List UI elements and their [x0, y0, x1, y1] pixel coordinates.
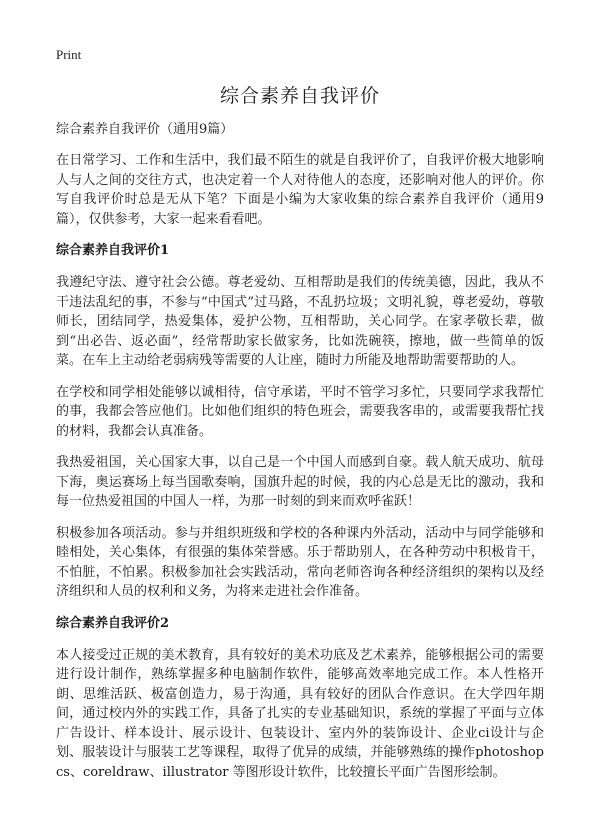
- section-heading: 综合素养自我评价2: [56, 615, 170, 631]
- intro-paragraph: 在日常学习、工作和生活中，我们最不陌生的就是自我评价了，自我评价极大地影响人与人之间的交往方式，也决定着一个人对待他人的态度，还影响对他人的评价。你写自我评价时总是无从下笔？下面是小编为大家收集的综合素养自我评价（通用9篇），仅供参考，大家一起来看看吧。: [56, 153, 544, 227]
- document-body: [56, 120, 544, 794]
- section-paragraph: 积极参加各项活动。参与并组织班级和学校的各种课内外活动，活动中与同学能够和睦相处，关心集体，有很强的集体荣誉感。乐于帮助别人，在各种劳动中积极肯干，不怕脏，不怕累。积极参加社会实践活动，常向老师咨询各种经济组织的架构以及经济组织和人员的权利和义务，为将来走进社会作准备。: [56, 525, 544, 599]
- page-title: 综合素养自我评价: [219, 85, 380, 107]
- section-heading: 综合素养自我评价1: [56, 243, 170, 258]
- section-paragraph: 我遵纪守法、遵守社会公德。尊老爱幼、互相帮助是我们的传统美德，因此，我从不干违法乱纪的事，不参与“中国式”过马路，不乱扔垃圾；文明礼貌，尊老爱幼，尊敬师长，团结同学，热爱集体，爱护公物，互相帮助，关心同学。在家孝敬长辈，做到“出必告、返必面”，经常帮助家长做家务，比如洗碗筷，擦地，做一些简单的饭菜。在车上主动给老弱病残等需要的人让座，随时力所能及地帮助需要帮助的人。: [56, 275, 544, 368]
- print-link[interactable]: Print: [56, 47, 82, 62]
- section-paragraph: 在学校和同学相处能够以诚相待，信守承诺，平时不管学习多忙，只要同学求我帮忙的事，我都会答应他们。比如他们组织的特色班会，需要我客串的，或需要我帮忙找的材料，我都会认真准备。: [56, 384, 544, 439]
- section-paragraph: 本人接受过正规的美术教育，具有较好的美术功底及艺术素养，能够根据公司的需要进行设计制作，熟练掌握多种电脑制作软件，能够高效率地完成工作。本人性格开朗、思维活跃、极富创造力，易于沟通，具有较好的团队合作意识。在大学四年期间，通过校内外的实践工作，具备了扎实的专业基础知识，系统的掌握了平面与立体广告设计、样本设计、展示设计、包装设计、室内外的装饰设计、企业ci设计与企划、服装设计与服装工艺等课程，取得了优异的成绩，并能够熟练的操作photoshop cs、coreldraw、illustrator 等图形设计软件，比较擅长平面广告图形绘制。: [56, 647, 544, 780]
- section-paragraph: 我热爱祖国，关心国家大事，以自己是一个中国人而感到自豪。载人航天成功、航母下海，奥运赛场上每当国歌奏响，国旗升起的时候，我的内心总是无比的激动，我和每一位热爱祖国的中国人一样，为那一时刻的到来而欢呼雀跃！: [56, 455, 544, 509]
- document-subtitle: 综合素养自我评价（通用9篇）: [56, 122, 234, 137]
